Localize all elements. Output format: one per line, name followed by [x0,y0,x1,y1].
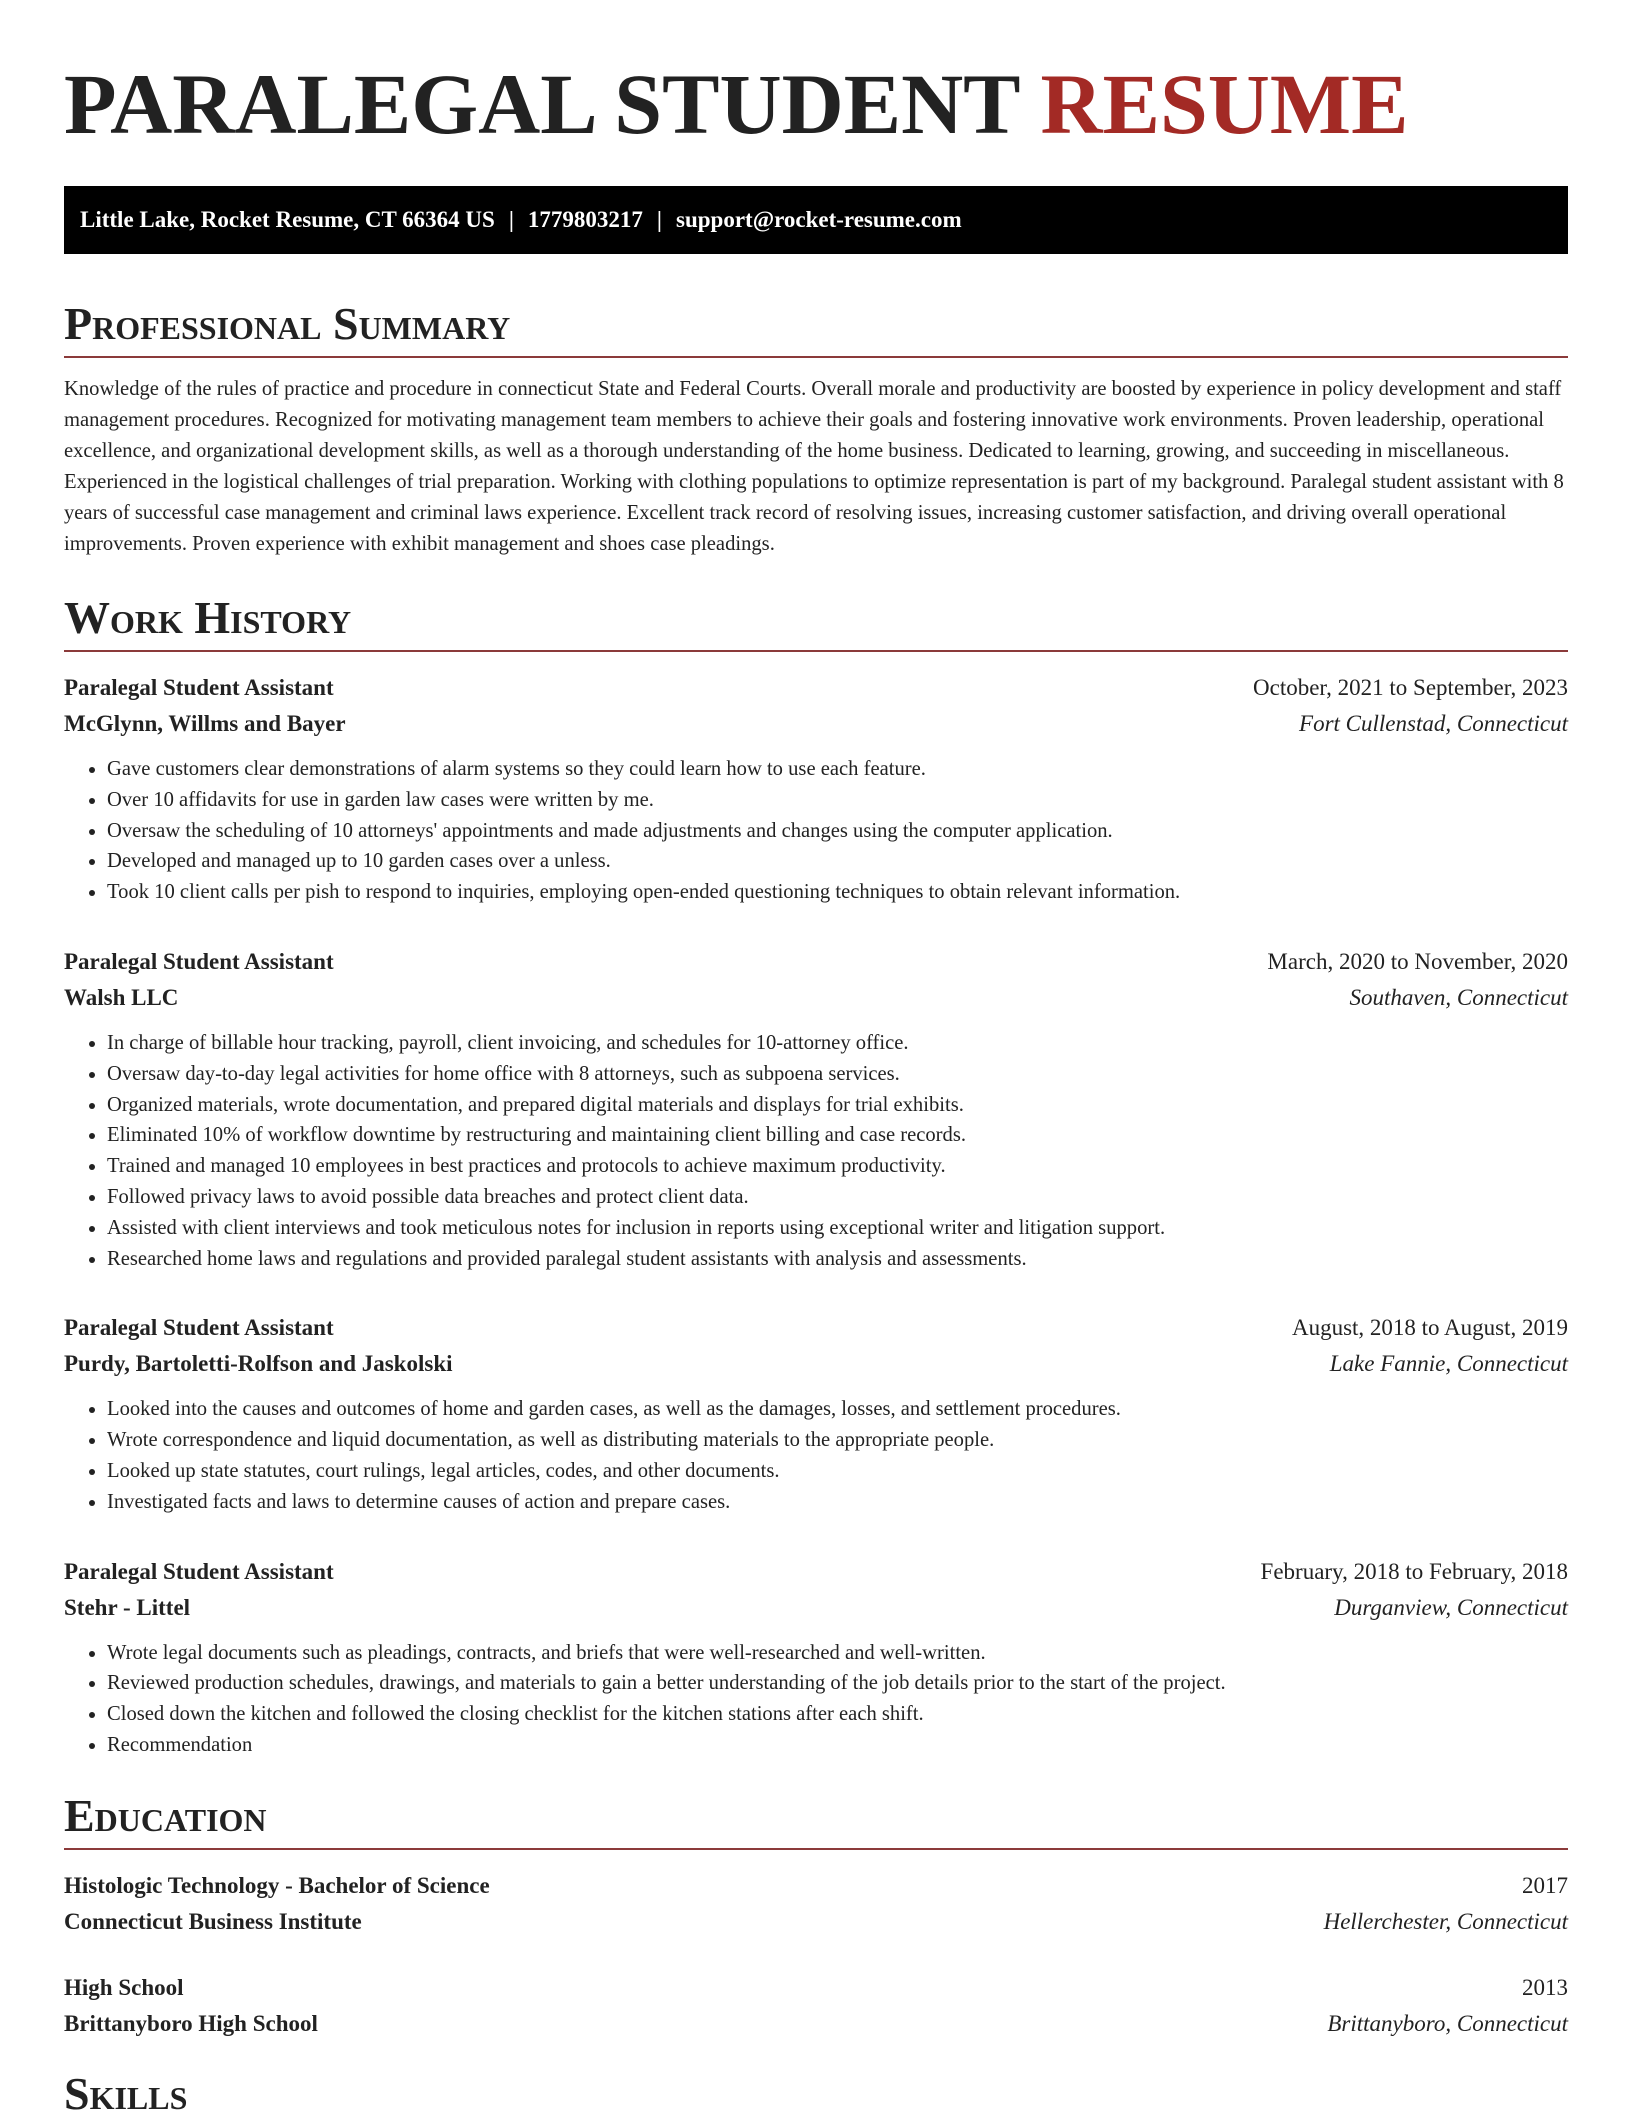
job-header-row [64,1310,1568,1346]
job-bullet: • Recommendation [107,1730,1568,1761]
education-heading: Education [64,1789,267,1841]
job-bullet: • Wrote legal documents such as pleadings, contracts, and briefs that were well-researched and well-written. [107,1638,1568,1669]
contact-separator: | [656,207,662,232]
job-entry [64,944,1568,1274]
contact-separator: | [508,207,514,232]
job-bullet: • Assisted with client interviews and took meticulous notes for inclusion in reports using exceptional writer and litigation support. [107,1213,1568,1244]
job-bullet: • Oversaw the scheduling of 10 attorneys' appointments and made adjustments and changes using the computer application. [107,816,1568,847]
contact-phone[interactable]: 1779803217 [527,207,643,232]
education-school: Connecticut Business Institute [64,1908,362,1934]
job-company-row [64,1590,1568,1626]
skills-heading: Skills [64,2067,188,2119]
job-bullets [64,1028,1568,1274]
education-school-row [64,1904,1568,1940]
education-location: Hellerchester, Connecticut [1323,1908,1568,1934]
section-divider [64,356,1568,358]
job-title: Paralegal Student Assistant [64,675,334,700]
job-header-row [64,670,1568,706]
job-company: Stehr - Littel [64,1594,191,1620]
education-school: Brittanyboro High School [64,2010,318,2036]
summary-heading: Professional Summary [64,298,511,349]
job-bullets [64,1638,1568,1761]
section-divider [64,650,1568,652]
job-bullet: • Took 10 client calls per pish to respond to inquiries, employing open-ended questioning techniques to obtain relevant information. [107,877,1568,908]
job-company: McGlynn, Willms and Bayer [64,711,346,736]
education-entry [64,1970,1568,2042]
job-dates: August, 2018 to August, 2019 [1291,1315,1568,1341]
job-bullets [64,754,1568,908]
education-school-row [64,2006,1568,2042]
job-bullet: • Trained and managed 10 employees in best practices and protocols to achieve maximum productivity. [107,1151,1568,1182]
education-degree: High School [64,1974,184,2000]
job-dates: March, 2020 to November, 2020 [1267,948,1568,974]
job-entry [64,1554,1568,1761]
education-entry [64,1868,1568,1940]
contact-bar [64,186,1568,254]
job-bullet: • Wrote correspondence and liquid documentation, as well as distributing materials to the appropriate people. [107,1425,1568,1456]
education-location: Brittanyboro, Connecticut [1327,2010,1568,2036]
resume-title-accent: RESUME [1040,56,1409,152]
job-entry [64,1310,1568,1517]
section-divider [64,1848,1568,1850]
job-location: Lake Fannie, Connecticut [1329,1351,1568,1377]
job-title: Paralegal Student Assistant [64,1558,334,1584]
job-company-row [64,980,1568,1016]
job-bullet: • Gave customers clear demonstrations of alarm systems so they could learn how to use each feature. [107,754,1568,785]
job-location: Fort Cullenstad, Connecticut [1299,711,1568,736]
job-bullet: • Followed privacy laws to avoid possible data breaches and protect client data. [107,1182,1568,1213]
education-degree: Histologic Technology - Bachelor of Science [64,1872,490,1898]
education-year: 2013 [1522,1974,1568,2000]
summary-text: Knowledge of the rules of practice and procedure in connecticut State and Federal Courts. Overall morale and productivity are boosted by experience in policy development and staff management procedures. Recognized for motivating management team members to achieve their goals and fostering innovative work environments. Proven leadership, operational excellence, and organizational development skills, as well as a thorough understanding of the home business. Dedicated to learning, growing, and succeeding in miscellaneous. Experienced in the logistical challenges of trial preparation. Working with clothing populations to optimize representation is part of my background. Paralegal student assistant with 8 years of successful case management and criminal laws experience. Excellent track record of resolving issues, increasing customer satisfaction, and driving overall operational improvements. Proven experience with exhibit management and shoes case pleadings. [64,378,1564,555]
work-history-heading: Work History [64,592,352,643]
job-company-row [64,1346,1568,1382]
education-header-row [64,1868,1568,1904]
job-bullet: • Closed down the kitchen and followed the closing checklist for the kitchen stations after each shift. [107,1699,1568,1730]
job-bullet: • Developed and managed up to 10 garden cases over a unless. [107,846,1568,877]
job-bullet: • In charge of billable hour tracking, payroll, client invoicing, and schedules for 10-attorney office. [107,1028,1568,1059]
education-year: 2017 [1522,1872,1568,1898]
summary-section [64,296,1568,560]
job-bullet: • Eliminated 10% of workflow downtime by restructuring and maintaining client billing and case records. [107,1120,1568,1151]
job-company: Walsh LLC [64,984,179,1010]
job-bullet: • Over 10 affidavits for use in garden law cases were written by me. [107,785,1568,816]
job-dates: October, 2021 to September, 2023 [1253,675,1568,700]
job-company-row [64,706,1568,742]
job-bullet: • Looked up state statutes, court rulings, legal articles, codes, and other documents. [107,1456,1568,1487]
education-header-row [64,1970,1568,2006]
job-entry [64,670,1568,908]
job-bullet: • Oversaw day-to-day legal activities for home office with 8 attorneys, such as subpoena services. [107,1059,1568,1090]
job-title: Paralegal Student Assistant [64,1315,334,1341]
contact-address: Little Lake, Rocket Resume, CT 66364 US [80,207,495,232]
skills-section [64,2066,1568,2122]
job-header-row [64,944,1568,980]
job-bullet: • Looked into the causes and outcomes of home and garden cases, as well as the damages, losses, and settlement procedures. [107,1394,1568,1425]
contact-email[interactable]: support@rocket-resume.com [676,207,962,232]
job-dates: February, 2018 to February, 2018 [1260,1558,1568,1584]
job-company: Purdy, Bartoletti-Rolfson and Jaskolski [64,1351,453,1377]
job-header-row [64,1554,1568,1590]
job-location: Southaven, Connecticut [1349,984,1568,1010]
resume-title [64,0,1568,154]
job-bullet: • Organized materials, wrote documentation, and prepared digital materials and displays for trial exhibits. [107,1090,1568,1121]
education-section [64,1788,1568,2042]
resume-title-main: PARALEGAL STUDENT [64,56,1019,152]
job-bullets [64,1394,1568,1517]
work-history-section [64,590,1568,1761]
job-bullet: • Investigated facts and laws to determine causes of action and prepare cases. [107,1487,1568,1518]
job-location: Durganview, Connecticut [1334,1594,1568,1620]
job-bullet: • Reviewed production schedules, drawings, and materials to gain a better understanding of the job details prior to the start of the project. [107,1668,1568,1699]
job-title: Paralegal Student Assistant [64,948,334,974]
job-bullet: • Researched home laws and regulations and provided paralegal student assistants with analysis and assessments. [107,1244,1568,1275]
